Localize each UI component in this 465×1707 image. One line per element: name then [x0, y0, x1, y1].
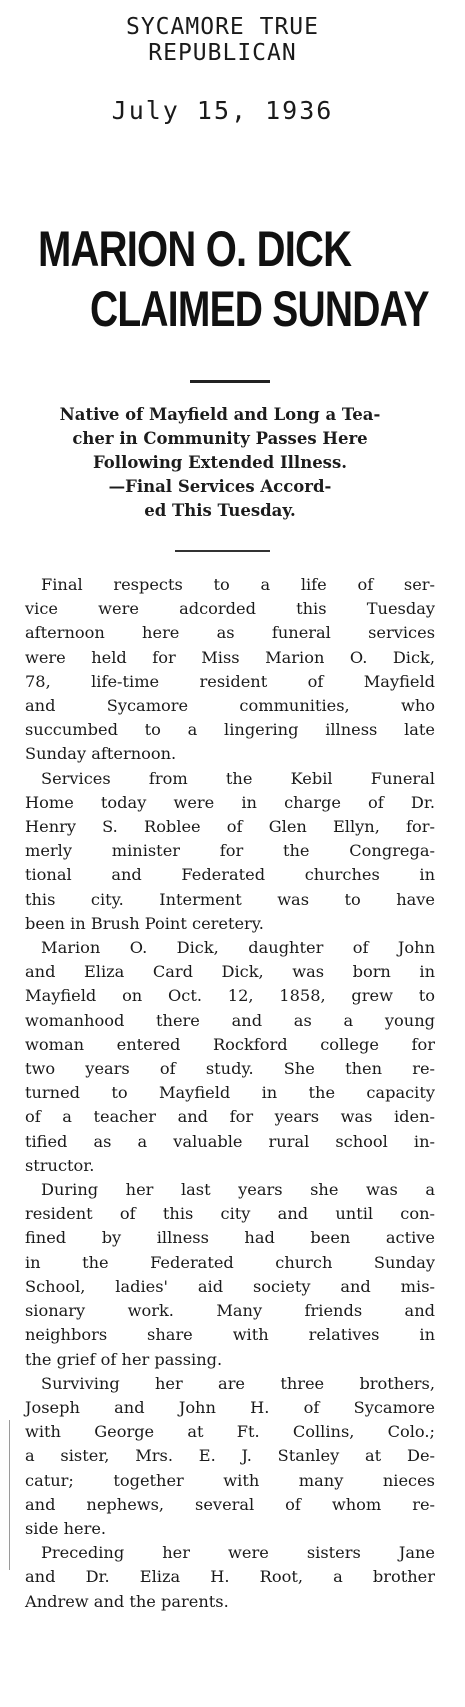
deck-line: Following Extended Illness. [92, 453, 348, 472]
article-line: in the Federated church Sunday [25, 1252, 435, 1272]
article-line: and Sycamore communities, who [25, 696, 435, 716]
article-line: tional and Federated churches in [25, 865, 435, 885]
article-line: this city. Interment was to have [25, 889, 435, 909]
article-line: and Dr. Eliza H. Root, a brother [25, 1567, 435, 1587]
article-line: and Eliza Card Dick, was born in [25, 962, 435, 982]
article-paragraph [25, 573, 435, 767]
article-line: Marion O. Dick, daughter of John [41, 938, 435, 958]
article-line: neighbors share with relatives in [25, 1325, 435, 1345]
article-line: afternoon here as funeral services [25, 623, 435, 643]
article-line: been in Brush Point ceretery. [25, 913, 264, 933]
subheadline-deck [20, 403, 420, 523]
article-line: two years of study. She then re- [25, 1059, 435, 1079]
article-line: succumbed to a lingering illness late [25, 720, 435, 740]
scan-edge-mark [9, 1420, 10, 1570]
article-paragraph [25, 1178, 435, 1372]
article-line: sionary work. Many friends and [25, 1301, 435, 1321]
deck-line: ed This Tuesday. [144, 501, 296, 520]
article-line: vice were adcorded this Tuesday [25, 599, 435, 619]
newspaper-name-line-1: SYCAMORE TRUE [125, 14, 319, 40]
article-paragraph [25, 936, 435, 1178]
deck-line: cher in Community Passes Here [72, 429, 368, 448]
article-line: Services from the Kebil Funeral [41, 768, 435, 788]
article-line: Henry S. Roblee of Glen Ellyn, for- [25, 817, 435, 837]
article-line: School, ladies' aid society and mis- [25, 1276, 435, 1296]
article-line: Home today were in charge of Dr. [25, 792, 435, 812]
article-line: turned to Mayfield in the capacity [25, 1083, 435, 1103]
article-line: Final respects to a life of ser- [41, 575, 435, 594]
article-line: the grief of her passing. [25, 1349, 223, 1369]
headline-divider [190, 380, 270, 383]
article-line: woman entered Rockford college for [25, 1034, 435, 1054]
article-line: structor. [25, 1155, 95, 1175]
article-line: 78, life-time resident of Mayfield [25, 671, 435, 691]
article-line: and nephews, several of whom re- [25, 1494, 435, 1514]
article-line: Preceding her were sisters Jane [41, 1543, 435, 1563]
article-line: of a teacher and for years was iden- [25, 1107, 435, 1127]
article-body [25, 573, 435, 1614]
article-line: Andrew and the parents. [25, 1591, 229, 1611]
article-line: womanhood there and as a young [25, 1010, 435, 1030]
article-line: During her last years she was a [41, 1180, 435, 1200]
article-line: Mayfield on Oct. 12, 1858, grew to [25, 986, 435, 1006]
article-line: side here. [25, 1518, 107, 1538]
article-line: Surviving her are three brothers, [41, 1373, 435, 1393]
headline-line-2: CLAIMED SUNDAY [90, 281, 429, 337]
article-line: merly minister for the Congrega- [25, 841, 435, 861]
headline-line-1: MARION O. DICK [38, 221, 352, 277]
newspaper-name-line-2: REPUBLICAN [148, 40, 297, 66]
article-line: fined by illness had been active [25, 1228, 435, 1248]
article-paragraph [25, 767, 435, 936]
deck-divider [175, 550, 270, 552]
article-line: were held for Miss Marion O. Dick, [25, 647, 435, 667]
article-line: with George at Ft. Collins, Colo.; [25, 1422, 435, 1442]
article-paragraph [25, 1541, 435, 1614]
article-paragraph [25, 1372, 435, 1541]
publication-date: July 15, 1936 [111, 96, 334, 125]
deck-line: —Final Services Accord- [108, 477, 332, 496]
article-line: Sunday afternoon. [25, 744, 177, 764]
article-line: Joseph and John H. of Sycamore [25, 1397, 435, 1417]
article-line: a sister, Mrs. E. J. Stanley at De- [25, 1446, 435, 1466]
deck-line: Native of Mayfield and Long a Tea- [59, 405, 381, 424]
article-line: resident of this city and until con- [25, 1204, 435, 1224]
newspaper-name [0, 14, 445, 66]
article-line: catur; together with many nieces [25, 1470, 435, 1490]
article-line: tified as a valuable rural school in- [25, 1131, 435, 1151]
